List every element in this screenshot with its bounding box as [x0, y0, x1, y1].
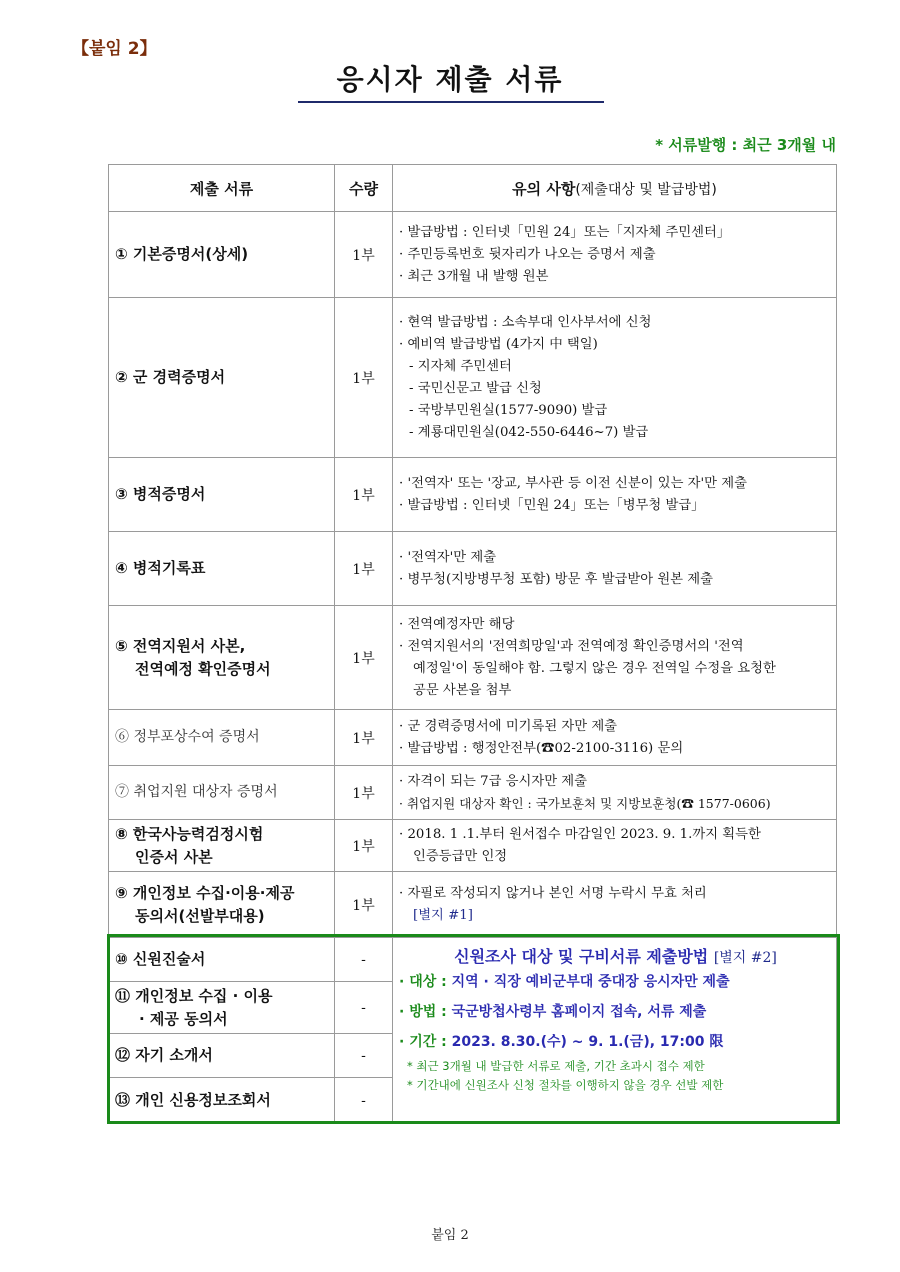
table-row — [109, 820, 837, 872]
background-note: * 기간내에 신원조사 신청 절차를 이행하지 않을 경우 선발 제한 — [407, 1078, 724, 1092]
doc-name: ⑨ 개인정보 수집·이용·제공 동의서(선발부대용) — [109, 872, 335, 938]
title-underline — [298, 101, 604, 103]
background-check-info: 신원조사 대상 및 구비서류 제출방법 [별지 #2] · 대상 : 지역 · 직장 예비군부대 중대장 응시자만 제출 · 방법 : 국군방첩사령부 홈페이지 접속, 서류 제출 · 기간 : 2023. 8.30.(수) ~ 9. 1.(금), 17:00 限 * 최근 3개월 내 발급한 서류로 제출, 기간 초과시 접수 제한 * 기간내에 신원조사 신청 절차를 이행하지 않을 경우 선발 제한 — [393, 938, 837, 1124]
doc-notes: · 군 경력증명서에 미기록된 자만 제출 · 발급방법 : 행정안전부(☎02-2100-3116) 문의 — [393, 710, 837, 766]
table-row — [109, 710, 837, 766]
doc-qty: - — [335, 1078, 393, 1124]
doc-name: ④ 병적기록표 — [109, 532, 335, 606]
target-line: · 대상 : 지역 · 직장 예비군부대 중대장 응시자만 제출 — [399, 974, 730, 990]
doc-name: ① 기본증명서(상세) — [109, 212, 335, 298]
doc-qty: 1부 — [335, 820, 393, 872]
doc-notes: · '전역자' 또는 '장교, 부사관 등 이전 신분이 있는 자'만 제출 · 발급방법 : 인터넷「민원 24」또는「병무청 발급」 — [393, 458, 837, 532]
table-row — [109, 458, 837, 532]
doc-qty: 1부 — [335, 532, 393, 606]
doc-notes: · 현역 발급방법 : 소속부대 인사부서에 신청 · 예비역 발급방법 (4가지 中 택일) - 지자체 주민센터 - 국민신문고 발급 신청 - 국방부민원실(1577-9090) 발급 - 계룡대민원실(042-550-6446~7) 발급 — [393, 298, 837, 458]
doc-qty: - — [335, 938, 393, 982]
table-row — [109, 532, 837, 606]
doc-name: ② 군 경력증명서 — [109, 298, 335, 458]
attachment-label: 【붙임 2】 — [72, 39, 157, 59]
method-line: · 방법 : 국군방첩사령부 홈페이지 접속, 서류 제출 — [399, 1004, 707, 1020]
doc-name: ⑤ 전역지원서 사본, 전역예정 확인증명서 — [109, 606, 335, 710]
doc-qty: 1부 — [335, 606, 393, 710]
table-row — [109, 606, 837, 710]
background-check-title: 신원조사 대상 및 구비서류 제출방법 — [454, 947, 709, 966]
doc-name: ⑧ 한국사능력검정시험 인증서 사본 — [109, 820, 335, 872]
doc-notes: · 2018. 1 .1.부터 원서접수 마감일인 2023. 9. 1.까지 획득한 인증등급만 인정 — [393, 820, 837, 872]
doc-notes: · '전역자'만 제출 · 병무청(지방병무청 포함) 방문 후 발급받아 원본 제출 — [393, 532, 837, 606]
doc-notes: · 자격이 되는 7급 응시자만 제출 · 취업지원 대상자 확인 : 국가보훈처 및 지방보훈청(☎ 1577-0606) — [393, 766, 837, 820]
doc-notes: · 발급방법 : 인터넷「민원 24」또는「지자체 주민센터」 · 주민등록번호 뒷자리가 나오는 증명서 제출 · 최근 3개월 내 발행 원본 — [393, 212, 837, 298]
doc-name: ⑥ 정부포상수여 증명서 — [109, 710, 335, 766]
header-note: 유의 사항(제출대상 및 발급방법) — [393, 165, 837, 212]
background-note: * 최근 3개월 내 발급한 서류로 제출, 기간 초과시 접수 제한 — [407, 1059, 705, 1073]
doc-qty: 1부 — [335, 458, 393, 532]
doc-qty: 1부 — [335, 710, 393, 766]
issue-note: * 서류발행 : 최근 3개월 내 — [655, 136, 836, 154]
table-row — [109, 766, 837, 820]
table-row — [109, 212, 837, 298]
table-header-row — [109, 165, 837, 212]
page-title: 응시자 제출 서류 — [336, 63, 564, 96]
header-doc: 제출 서류 — [109, 165, 335, 212]
table-row — [109, 938, 837, 982]
page-footer: 붙임 2 — [431, 1228, 469, 1243]
table-row — [109, 298, 837, 458]
doc-name: ⑦ 취업지원 대상자 증명서 — [109, 766, 335, 820]
doc-qty: 1부 — [335, 872, 393, 938]
doc-name: ⑫ 자기 소개서 — [109, 1034, 335, 1078]
doc-name: ⑬ 개인 신용정보조회서 — [109, 1078, 335, 1124]
documents-table — [108, 164, 837, 1124]
doc-qty: 1부 — [335, 766, 393, 820]
doc-name: ⑪ 개인정보 수집 · 이용 · 제공 동의서 — [109, 982, 335, 1034]
doc-qty: - — [335, 982, 393, 1034]
annex-1-ref: [별지 #1] — [413, 907, 473, 923]
doc-name: ③ 병적증명서 — [109, 458, 335, 532]
table-row — [109, 872, 837, 938]
doc-qty: - — [335, 1034, 393, 1078]
doc-notes: · 자필로 작성되지 않거나 본인 서명 누락시 무효 처리 [별지 #1] — [393, 872, 837, 938]
doc-notes: · 전역예정자만 해당 · 전역지원서의 '전역희망일'과 전역예정 확인증명서의 '전역 예정일'이 동일해야 함. 그렇지 않은 경우 전역일 수정을 요청한 공문 사본을 첨부 — [393, 606, 837, 710]
period-line: · 기간 : 2023. 8.30.(수) ~ 9. 1.(금), 17:00 限 — [399, 1034, 724, 1050]
doc-qty: 1부 — [335, 212, 393, 298]
doc-qty: 1부 — [335, 298, 393, 458]
header-qty: 수량 — [335, 165, 393, 212]
doc-name: ⑩ 신원진술서 — [109, 938, 335, 982]
